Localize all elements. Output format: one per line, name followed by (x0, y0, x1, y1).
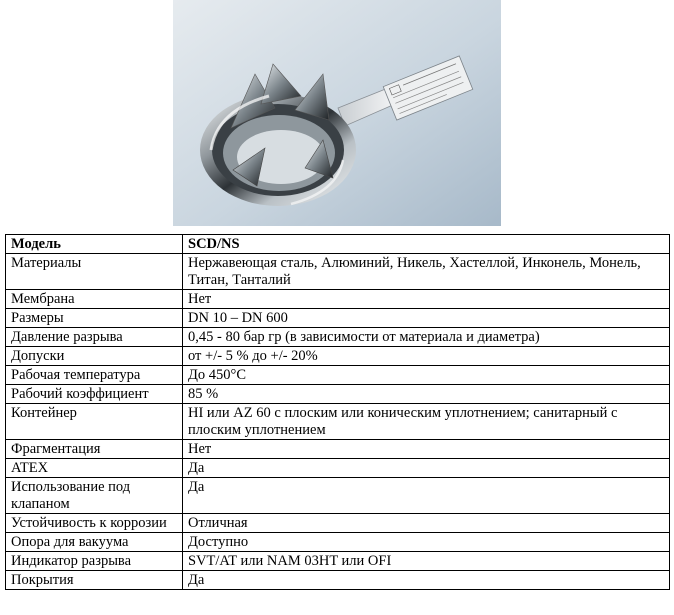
row-label: Давление разрыва (6, 328, 183, 347)
table-row (6, 290, 670, 309)
row-value: До 450°С (183, 366, 670, 385)
table-row (6, 533, 670, 552)
row-label: Использование под клапаном (6, 478, 183, 514)
table-row (6, 478, 670, 514)
table-row (6, 254, 670, 290)
row-label: ATEX (6, 459, 183, 478)
row-value: Доступно (183, 533, 670, 552)
row-label: Фрагментация (6, 440, 183, 459)
table-row (6, 571, 670, 590)
table-row (6, 552, 670, 571)
row-value: SVT/AT или NAM 03HT или OFI (183, 552, 670, 571)
row-value: от +/- 5 % до +/- 20% (183, 347, 670, 366)
row-value: Нержавеющая сталь, Алюминий, Никель, Хастеллой, Инконель, Монель, Титан, Танталий (183, 254, 670, 290)
table-row (6, 459, 670, 478)
row-label: Индикатор разрыва (6, 552, 183, 571)
row-value: Да (183, 478, 670, 514)
specification-table (5, 234, 670, 590)
row-value: HI или AZ 60 с плоским или коническим уплотнением; санитарный с плоским уплотнением (183, 404, 670, 440)
table-row (6, 347, 670, 366)
table-row (6, 328, 670, 347)
table-row (6, 404, 670, 440)
header-value: SCD/NS (183, 235, 670, 254)
table-row (6, 385, 670, 404)
header-label: Модель (6, 235, 183, 254)
row-value: DN 10 – DN 600 (183, 309, 670, 328)
table-header-row (6, 235, 670, 254)
row-value: Нет (183, 290, 670, 309)
table-row (6, 440, 670, 459)
row-label: Контейнер (6, 404, 183, 440)
row-label: Мембрана (6, 290, 183, 309)
row-value: Да (183, 571, 670, 590)
row-label: Материалы (6, 254, 183, 290)
row-value: Нет (183, 440, 670, 459)
rupture-disc-photo-icon (173, 0, 501, 226)
table-row (6, 366, 670, 385)
row-value: Отличная (183, 514, 670, 533)
row-value: 0,45 - 80 бар гр (в зависимости от материала и диаметра) (183, 328, 670, 347)
row-label: Покрытия (6, 571, 183, 590)
row-value: Да (183, 459, 670, 478)
table-row (6, 514, 670, 533)
product-photo (173, 0, 501, 226)
row-label: Рабочая температура (6, 366, 183, 385)
row-label: Размеры (6, 309, 183, 328)
row-label: Рабочий коэффициент (6, 385, 183, 404)
table-row (6, 309, 670, 328)
row-label: Допуски (6, 347, 183, 366)
row-label: Устойчивость к коррозии (6, 514, 183, 533)
row-label: Опора для вакуума (6, 533, 183, 552)
row-value: 85 % (183, 385, 670, 404)
